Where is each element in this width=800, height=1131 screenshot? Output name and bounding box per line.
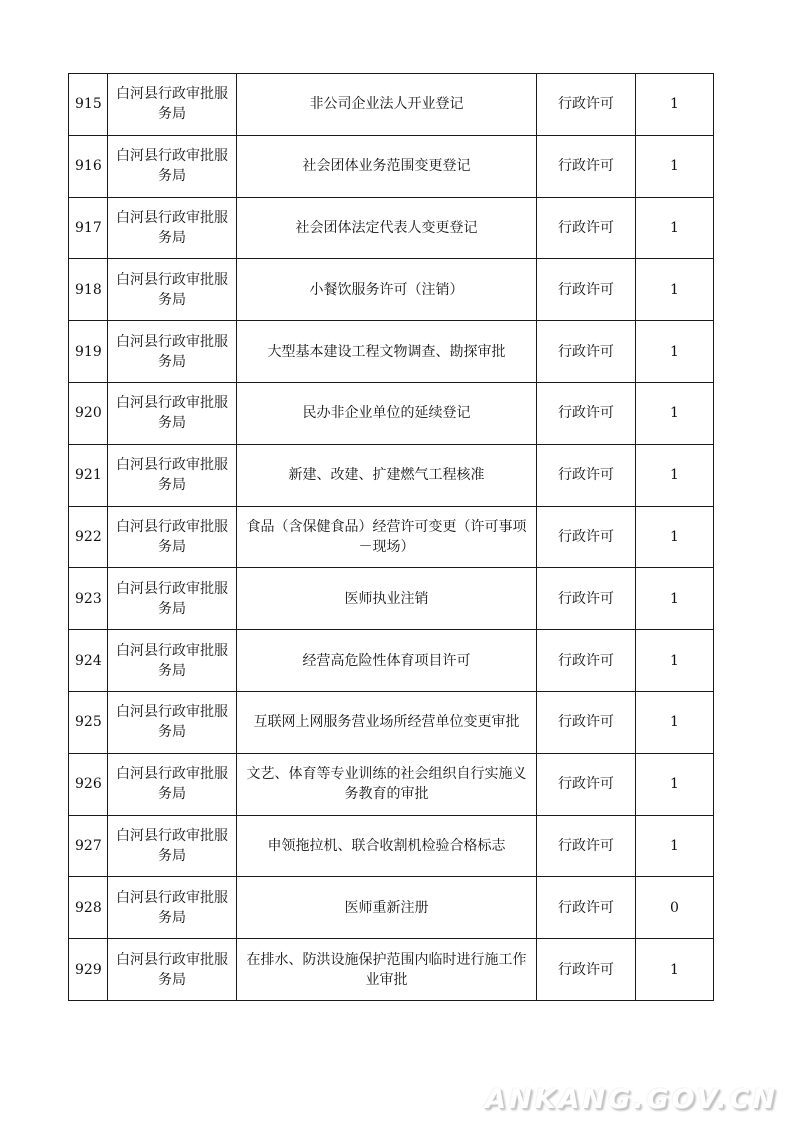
department-cell: 白河县行政审批服务局 [108, 568, 237, 630]
item-name-cell: 非公司企业法人开业登记 [237, 74, 537, 136]
count-cell: 1 [636, 135, 714, 197]
item-name-cell: 新建、改建、扩建燃气工程核准 [237, 444, 537, 506]
item-type-cell: 行政许可 [537, 877, 636, 939]
row-number: 916 [69, 135, 108, 197]
count-cell: 1 [636, 753, 714, 815]
department-cell: 白河县行政审批服务局 [108, 506, 237, 568]
item-type-cell: 行政许可 [537, 259, 636, 321]
table-row [69, 568, 714, 630]
item-type-cell: 行政许可 [537, 135, 636, 197]
item-name-cell: 食品（含保健食品）经营许可变更（许可事项－现场） [237, 506, 537, 568]
count-cell: 1 [636, 444, 714, 506]
row-number: 925 [69, 691, 108, 753]
department-cell: 白河县行政审批服务局 [108, 815, 237, 877]
department-cell: 白河县行政审批服务局 [108, 259, 237, 321]
item-type-cell: 行政许可 [537, 444, 636, 506]
item-type-cell: 行政许可 [537, 939, 636, 1001]
table-row [69, 753, 714, 815]
count-cell: 1 [636, 259, 714, 321]
department-cell: 白河县行政审批服务局 [108, 877, 237, 939]
item-name-cell: 医师执业注销 [237, 568, 537, 630]
table-row [69, 877, 714, 939]
item-name-cell: 民办非企业单位的延续登记 [237, 382, 537, 444]
table-row [69, 259, 714, 321]
table-row [69, 506, 714, 568]
count-cell: 1 [636, 197, 714, 259]
item-type-cell: 行政许可 [537, 74, 636, 136]
item-type-cell: 行政许可 [537, 815, 636, 877]
count-cell: 1 [636, 74, 714, 136]
department-cell: 白河县行政审批服务局 [108, 753, 237, 815]
item-type-cell: 行政许可 [537, 506, 636, 568]
department-cell: 白河县行政审批服务局 [108, 444, 237, 506]
table-row [69, 815, 714, 877]
item-type-cell: 行政许可 [537, 197, 636, 259]
item-type-cell: 行政许可 [537, 568, 636, 630]
row-number: 922 [69, 506, 108, 568]
item-type-cell: 行政许可 [537, 321, 636, 383]
table-row [69, 135, 714, 197]
item-type-cell: 行政许可 [537, 691, 636, 753]
row-number: 915 [69, 74, 108, 136]
department-cell: 白河县行政审批服务局 [108, 382, 237, 444]
table-row [69, 444, 714, 506]
department-cell: 白河县行政审批服务局 [108, 135, 237, 197]
count-cell: 1 [636, 630, 714, 692]
item-name-cell: 社会团体业务范围变更登记 [237, 135, 537, 197]
row-number: 923 [69, 568, 108, 630]
count-cell: 1 [636, 815, 714, 877]
item-name-cell: 经营高危险性体育项目许可 [237, 630, 537, 692]
count-cell: 1 [636, 382, 714, 444]
item-name-cell: 大型基本建设工程文物调查、勘探审批 [237, 321, 537, 383]
item-name-cell: 社会团体法定代表人变更登记 [237, 197, 537, 259]
row-number: 918 [69, 259, 108, 321]
table-row [69, 691, 714, 753]
item-name-cell: 小餐饮服务许可（注销） [237, 259, 537, 321]
row-number: 927 [69, 815, 108, 877]
table-row [69, 74, 714, 136]
item-name-cell: 申领拖拉机、联合收割机检验合格标志 [237, 815, 537, 877]
row-number: 921 [69, 444, 108, 506]
table-row [69, 197, 714, 259]
row-number: 929 [69, 939, 108, 1001]
count-cell: 1 [636, 939, 714, 1001]
row-number: 928 [69, 877, 108, 939]
table-row [69, 630, 714, 692]
site-watermark: ANKANG.GOV.CN [485, 1084, 778, 1115]
item-name-cell: 文艺、体育等专业训练的社会组织自行实施义务教育的审批 [237, 753, 537, 815]
department-cell: 白河县行政审批服务局 [108, 691, 237, 753]
count-cell: 1 [636, 321, 714, 383]
item-type-cell: 行政许可 [537, 630, 636, 692]
item-name-cell: 医师重新注册 [237, 877, 537, 939]
row-number: 924 [69, 630, 108, 692]
row-number: 919 [69, 321, 108, 383]
count-cell: 0 [636, 877, 714, 939]
item-name-cell: 互联网上网服务营业场所经营单位变更审批 [237, 691, 537, 753]
department-cell: 白河县行政审批服务局 [108, 630, 237, 692]
department-cell: 白河县行政审批服务局 [108, 197, 237, 259]
table-row [69, 321, 714, 383]
item-type-cell: 行政许可 [537, 382, 636, 444]
count-cell: 1 [636, 691, 714, 753]
table-row [69, 939, 714, 1001]
row-number: 926 [69, 753, 108, 815]
department-cell: 白河县行政审批服务局 [108, 321, 237, 383]
department-cell: 白河县行政审批服务局 [108, 939, 237, 1001]
count-cell: 1 [636, 506, 714, 568]
approval-items-table [68, 73, 714, 1001]
row-number: 920 [69, 382, 108, 444]
table-row [69, 382, 714, 444]
item-name-cell: 在排水、防洪设施保护范围内临时进行施工作业审批 [237, 939, 537, 1001]
count-cell: 1 [636, 568, 714, 630]
department-cell: 白河县行政审批服务局 [108, 74, 237, 136]
row-number: 917 [69, 197, 108, 259]
item-type-cell: 行政许可 [537, 753, 636, 815]
